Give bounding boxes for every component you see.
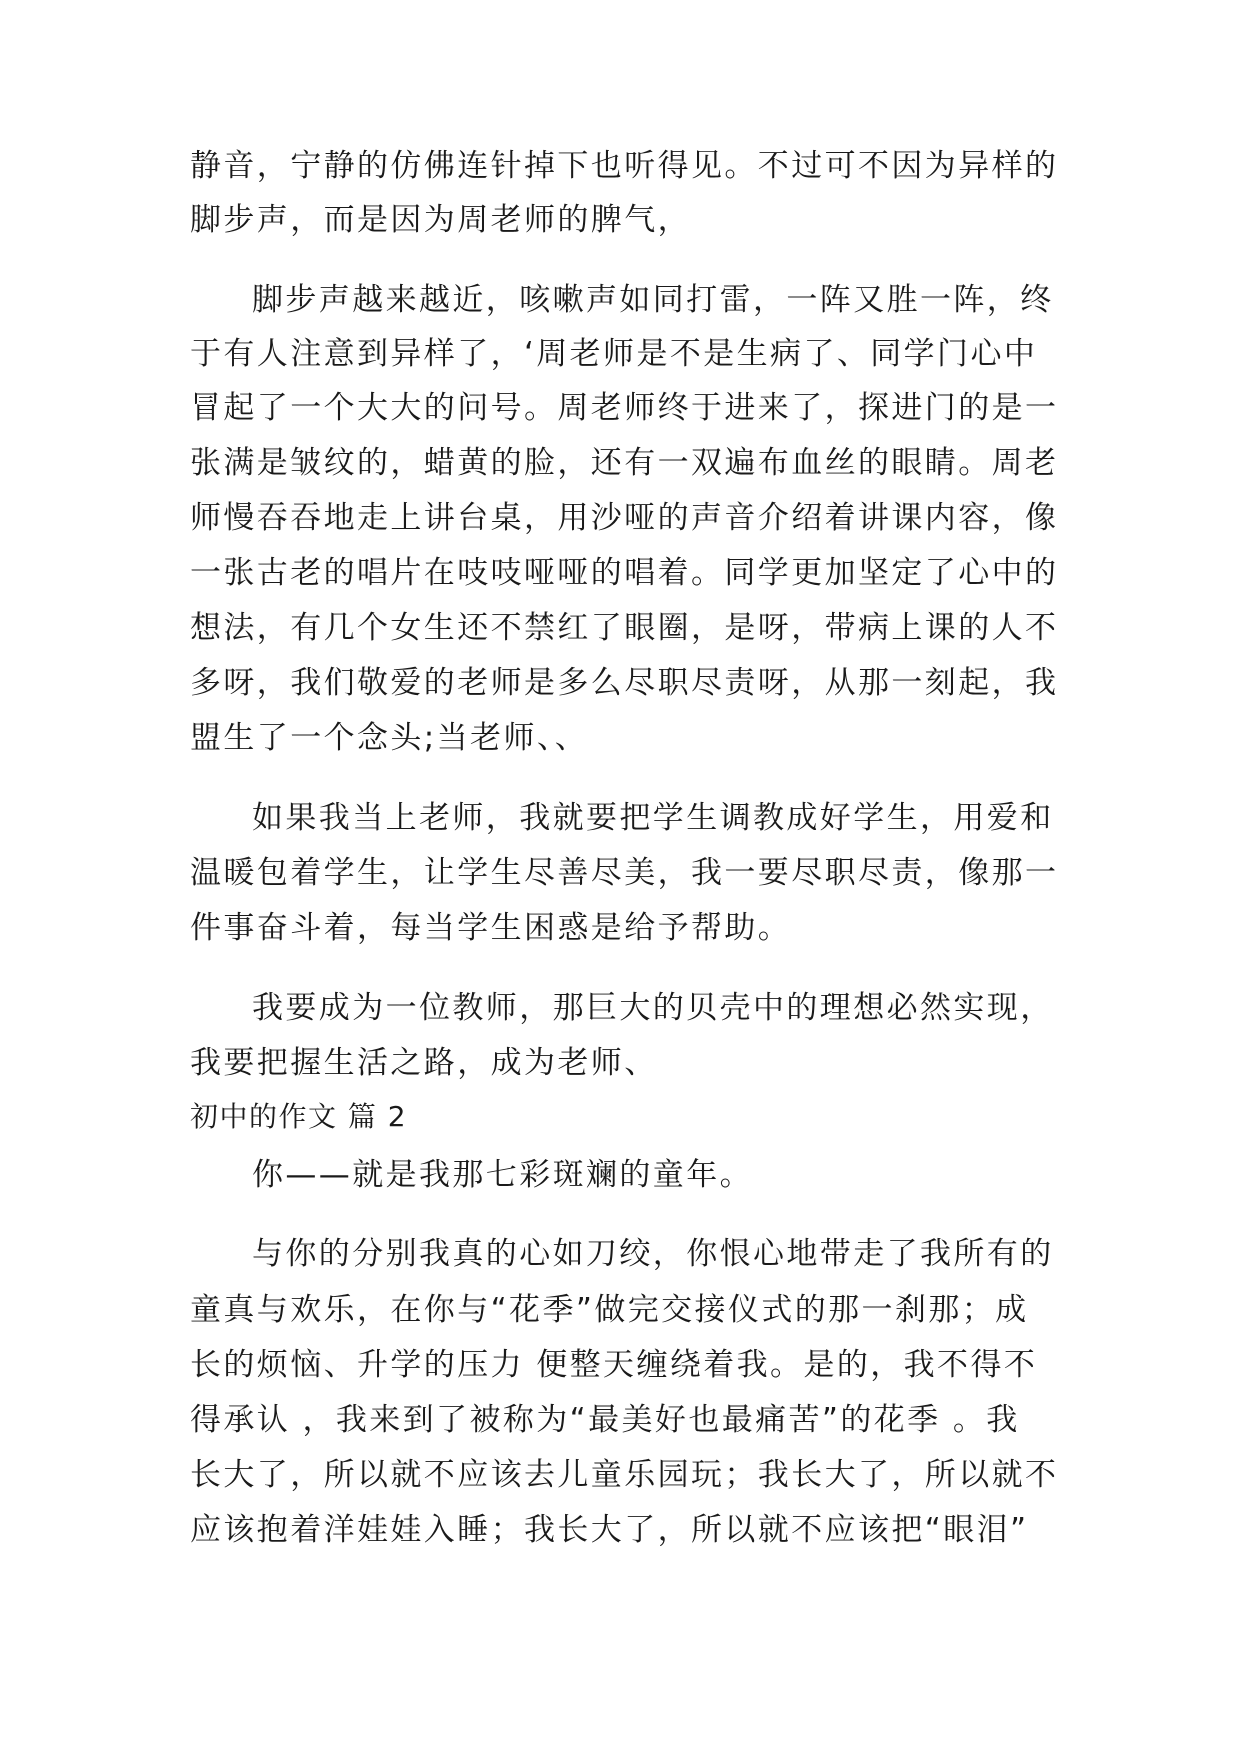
- text-line: 我要成为一位教师，那巨大的贝壳中的理想必然实现，: [252, 990, 1054, 1026]
- text-line: 一张古老的唱片在吱吱哑哑的唱着。同学更加坚定了心中的: [190, 555, 1059, 591]
- text-line: 得承认 ，我来到了被称为“最美好也最痛苦”的花季 。我: [190, 1402, 1020, 1438]
- text-line: 冒起了一个大大的问号。周老师终于进来了，探进门的是一: [190, 390, 1059, 426]
- text-line: 如果我当上老师，我就要把学生调教成好学生，用爱和: [252, 800, 1054, 836]
- text-line: 与你的分别我真的心如刀绞，你恨心地带走了我所有的: [252, 1236, 1054, 1272]
- text-line: 静音，宁静的仿佛连针掉下也听得见。不过可不因为异样的: [190, 148, 1059, 184]
- text-line: 童真与欢乐，在你与“花季”做完交接仪式的那一刹那；成: [190, 1292, 1029, 1328]
- text-line: 件事奋斗着，每当学生困惑是给予帮助。: [190, 910, 792, 946]
- text-line: 脚步声越来越近，咳嗽声如同打雷，一阵又胜一阵，终: [252, 282, 1054, 318]
- text-line: 长的烦恼、升学的压力 便整天缠绕着我。是的，我不得不: [190, 1347, 1038, 1383]
- text-line: 应该抱着洋娃娃入睡；我长大了，所以就不应该把“眼泪”: [190, 1512, 1029, 1548]
- text-line: 脚步声，而是因为周老师的脾气，: [190, 202, 691, 238]
- text-line: 师慢吞吞地走上讲台桌，用沙哑的声音介绍着讲课内容，像: [190, 500, 1059, 536]
- text-line: 温暖包着学生，让学生尽善尽美，我一要尽职尽责，像那一: [190, 855, 1059, 891]
- text-line: 盟生了一个念头;当老师、、: [190, 720, 589, 756]
- text-line: 我要把握生活之路，成为老师、: [190, 1045, 658, 1081]
- text-line: 多呀，我们敬爱的老师是多么尽职尽责呀，从那一刻起，我: [190, 665, 1059, 701]
- text-line: 想法，有几个女生还不禁红了眼圈，是呀，带病上课的人不: [190, 610, 1059, 646]
- section-heading: 初中的作文 篇 2: [190, 1100, 408, 1133]
- text-line: 长大了，所以就不应该去儿童乐园玩；我长大了，所以就不: [190, 1457, 1059, 1493]
- text-line: 你——就是我那七彩斑斓的童年。: [252, 1157, 753, 1193]
- text-line: 于有人注意到异样了，‘周老师是不是生病了、同学门心中: [190, 336, 1038, 372]
- text-line: 张满是皱纹的，蜡黄的脸，还有一双遍布血丝的眼睛。周老: [190, 445, 1059, 481]
